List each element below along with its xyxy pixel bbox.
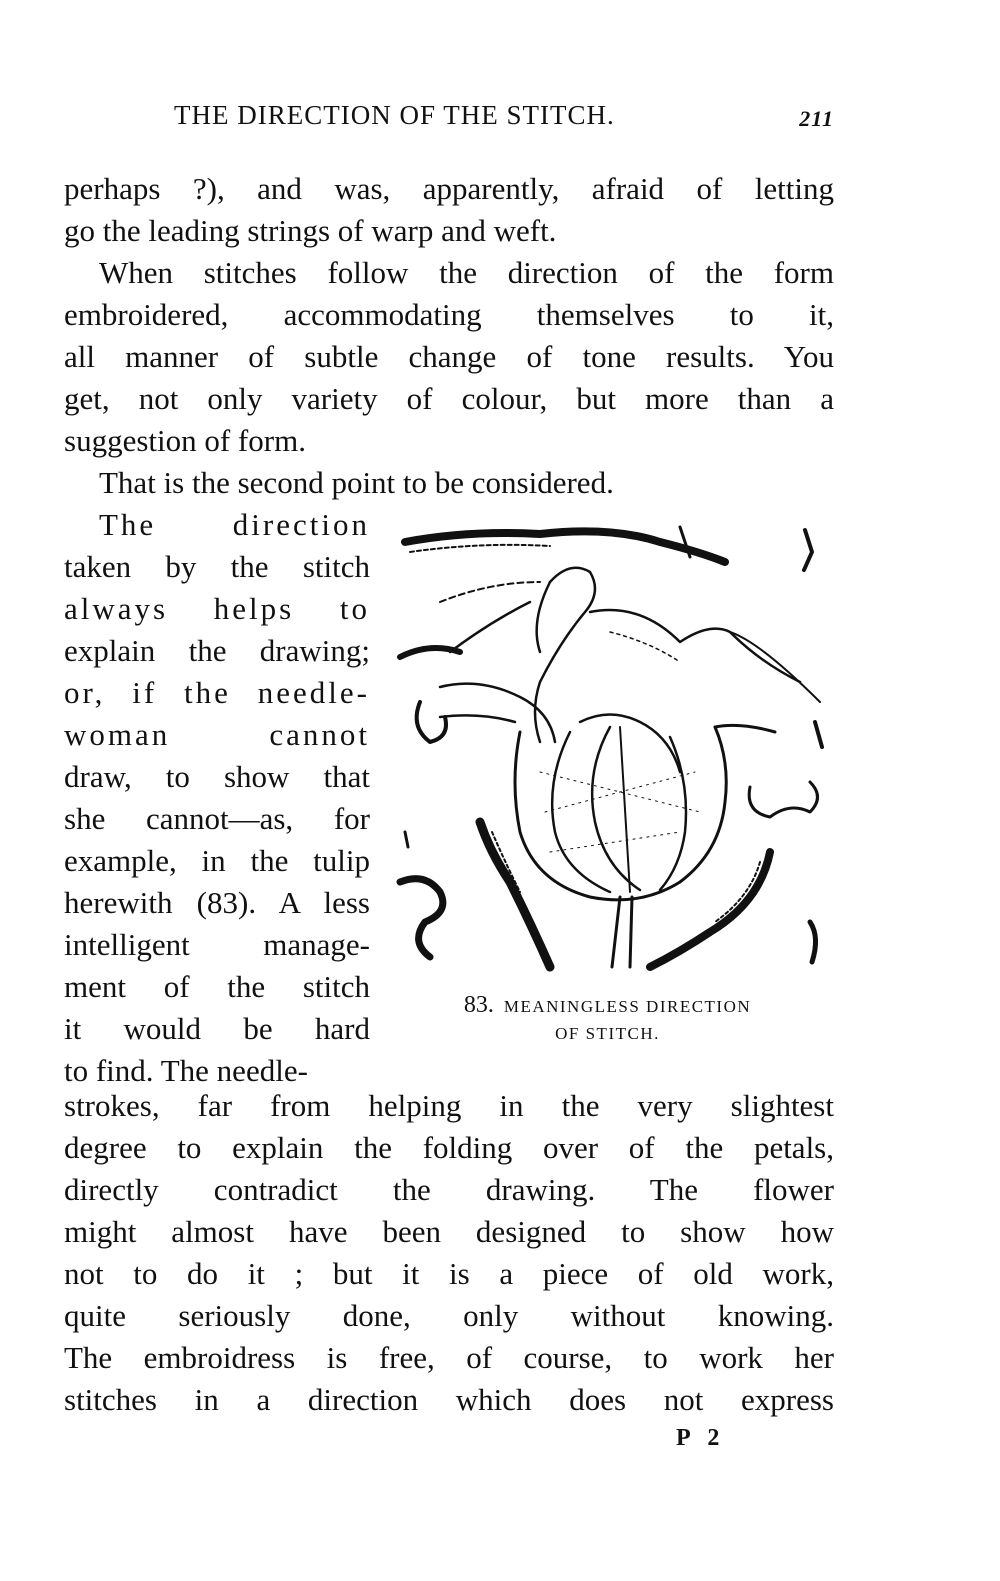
running-title: THE DIRECTION OF THE STITCH. bbox=[174, 100, 615, 130]
figure-number: 83. bbox=[463, 992, 494, 1018]
text-line: quite seriously done, only without knowing. bbox=[64, 1298, 834, 1333]
page-number: 211 bbox=[799, 106, 834, 131]
signature-mark: P 2 bbox=[676, 1425, 726, 1451]
caption-line-1: MEANINGLESS DIRECTION bbox=[503, 997, 752, 1016]
text-line: draw, to show that bbox=[64, 759, 370, 794]
text-line: go the leading strings of warp and weft. bbox=[64, 213, 557, 248]
text-line: herewith (83). A less bbox=[64, 885, 370, 920]
text-line: perhaps ?), and was, apparently, afraid of letting bbox=[64, 171, 834, 206]
text-line: suggestion of form. bbox=[64, 423, 306, 458]
text-line: embroidered, accommodating themselves to it, bbox=[64, 297, 834, 332]
text-line: The embroidress is free, of course, to work her bbox=[64, 1340, 834, 1375]
text-line: ment of the stitch bbox=[64, 969, 370, 1004]
text-line: all manner of subtle change of tone results. You bbox=[64, 339, 834, 374]
text-line: When stitches follow the direction of the form bbox=[99, 255, 834, 290]
running-header bbox=[174, 100, 834, 140]
tulip-illustration bbox=[380, 512, 835, 972]
text-line: The direction bbox=[99, 507, 370, 542]
text-line: woman cannot bbox=[64, 717, 370, 752]
text-line: she cannot—as, for bbox=[64, 801, 370, 836]
text-line: stitches in a direction which does not express bbox=[64, 1382, 834, 1417]
text-line: to find. The needle- bbox=[64, 1053, 308, 1088]
text-line: example, in the tulip bbox=[64, 843, 370, 878]
text-line: always helps to bbox=[64, 591, 370, 626]
text-line: That is the second point to be considered. bbox=[99, 465, 614, 500]
text-line: strokes, far from helping in the very slightest bbox=[64, 1088, 834, 1123]
text-line: or, if the needle- bbox=[64, 675, 370, 710]
text-line: directly contradict the drawing. The flower bbox=[64, 1172, 834, 1207]
text-line: intelligent manage- bbox=[64, 927, 370, 962]
text-line: taken by the stitch bbox=[64, 549, 370, 584]
figure-caption bbox=[380, 992, 835, 1019]
text-line: might almost have been designed to show how bbox=[64, 1214, 834, 1249]
caption-line-2: OF STITCH. bbox=[555, 1024, 660, 1043]
text-line: not to do it ; but it is a piece of old work, bbox=[64, 1256, 834, 1291]
text-line: it would be hard bbox=[64, 1011, 370, 1046]
text-line: get, not only variety of colour, but more than a bbox=[64, 381, 834, 416]
text-line: explain the drawing; bbox=[64, 633, 370, 668]
text-line: degree to explain the folding over of the petals, bbox=[64, 1130, 834, 1165]
